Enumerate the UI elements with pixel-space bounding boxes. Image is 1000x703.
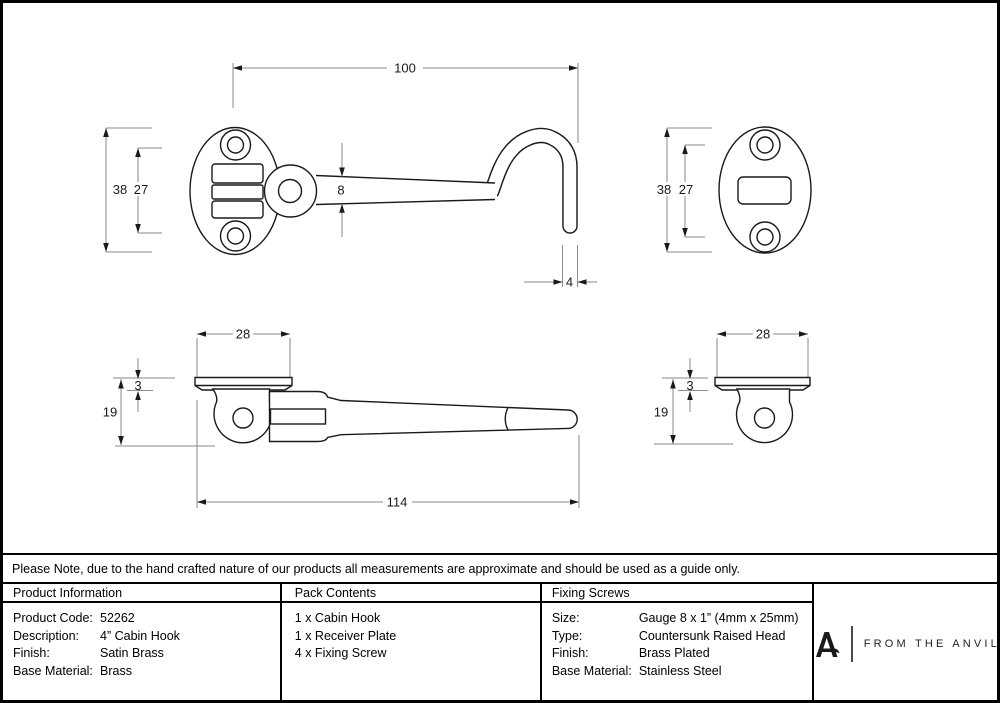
table-row xyxy=(552,628,812,646)
dim-label-receiver-plate-height: 38 xyxy=(656,182,672,197)
table-row xyxy=(13,645,280,663)
pack-contents-column xyxy=(282,584,542,703)
dim-label-side-length: 114 xyxy=(386,494,408,510)
row-label: Finish: xyxy=(13,646,50,660)
side-view-cabin-hook xyxy=(99,327,579,510)
row-label: Product Code: xyxy=(13,611,93,625)
fixing-screws-header: Fixing Screws xyxy=(542,584,812,603)
table-row xyxy=(552,645,812,663)
row-label: Size: xyxy=(551,611,580,625)
dim-label-hook-tip: 4 xyxy=(565,274,574,290)
logo-divider xyxy=(851,626,853,662)
table-row xyxy=(552,663,812,681)
dim-label-receiver-side-width: 28 xyxy=(755,326,771,342)
list-item: 1 x Cabin Hook xyxy=(294,611,381,625)
dim-label-receiver-hole-spacing: 27 xyxy=(678,182,694,197)
row-label: Finish: xyxy=(551,646,589,660)
pack-contents-header: Pack Contents xyxy=(282,584,540,603)
info-table xyxy=(0,582,1000,703)
row-value: Brass xyxy=(100,663,132,678)
fixing-screws-column xyxy=(542,584,814,703)
brand-column xyxy=(814,584,1000,703)
product-info-header: Product Information xyxy=(0,584,280,603)
row-value: Gauge 8 x 1” (4mm x 25mm) xyxy=(638,611,799,625)
table-row xyxy=(13,628,280,646)
anvil-logo-icon xyxy=(814,630,840,658)
table-row xyxy=(13,663,280,681)
dim-label-side-plate-width: 28 xyxy=(235,326,251,342)
front-view-receiver-plate xyxy=(655,127,811,253)
table-row xyxy=(13,610,280,628)
row-label: Base Material: xyxy=(13,663,93,678)
row-value: 4” Cabin Hook xyxy=(100,628,180,643)
list-item: 4 x Fixing Screw xyxy=(294,646,387,660)
dim-label-arm-thickness: 8 xyxy=(337,182,345,198)
table-row xyxy=(552,610,812,628)
row-label: Description: xyxy=(13,628,79,643)
brand-name: FROM THE ANVIL xyxy=(863,637,1000,650)
row-value: Countersunk Raised Head xyxy=(638,628,786,643)
list-item: 1 x Receiver Plate xyxy=(294,628,397,643)
note-row xyxy=(0,553,1000,582)
dim-label-side-plate-thickness: 3 xyxy=(134,378,142,393)
dim-label-hook-length: 100 xyxy=(394,60,416,76)
product-info-column xyxy=(0,584,282,703)
row-value: Brass Plated xyxy=(638,646,710,660)
note-text: Please Note, due to the hand crafted nature of our products all measurements are approximate and should be used as a guide only. xyxy=(12,561,741,576)
brand-logo xyxy=(814,626,1000,662)
row-label: Type: xyxy=(551,628,583,643)
dim-label-receiver-side-thickness: 3 xyxy=(686,378,694,393)
dim-label-receiver-side-height: 19 xyxy=(653,404,669,420)
row-label: Base Material: xyxy=(551,663,632,678)
row-value: Stainless Steel xyxy=(638,663,722,678)
side-view-receiver-plate xyxy=(650,327,810,445)
dim-label-hole-spacing: 27 xyxy=(133,182,149,197)
dim-label-plate-height: 38 xyxy=(112,182,128,197)
row-value: 52262 xyxy=(100,611,135,625)
front-view-cabin-hook xyxy=(103,61,597,290)
row-value: Satin Brass xyxy=(100,646,164,660)
dim-label-side-height: 19 xyxy=(102,404,118,420)
